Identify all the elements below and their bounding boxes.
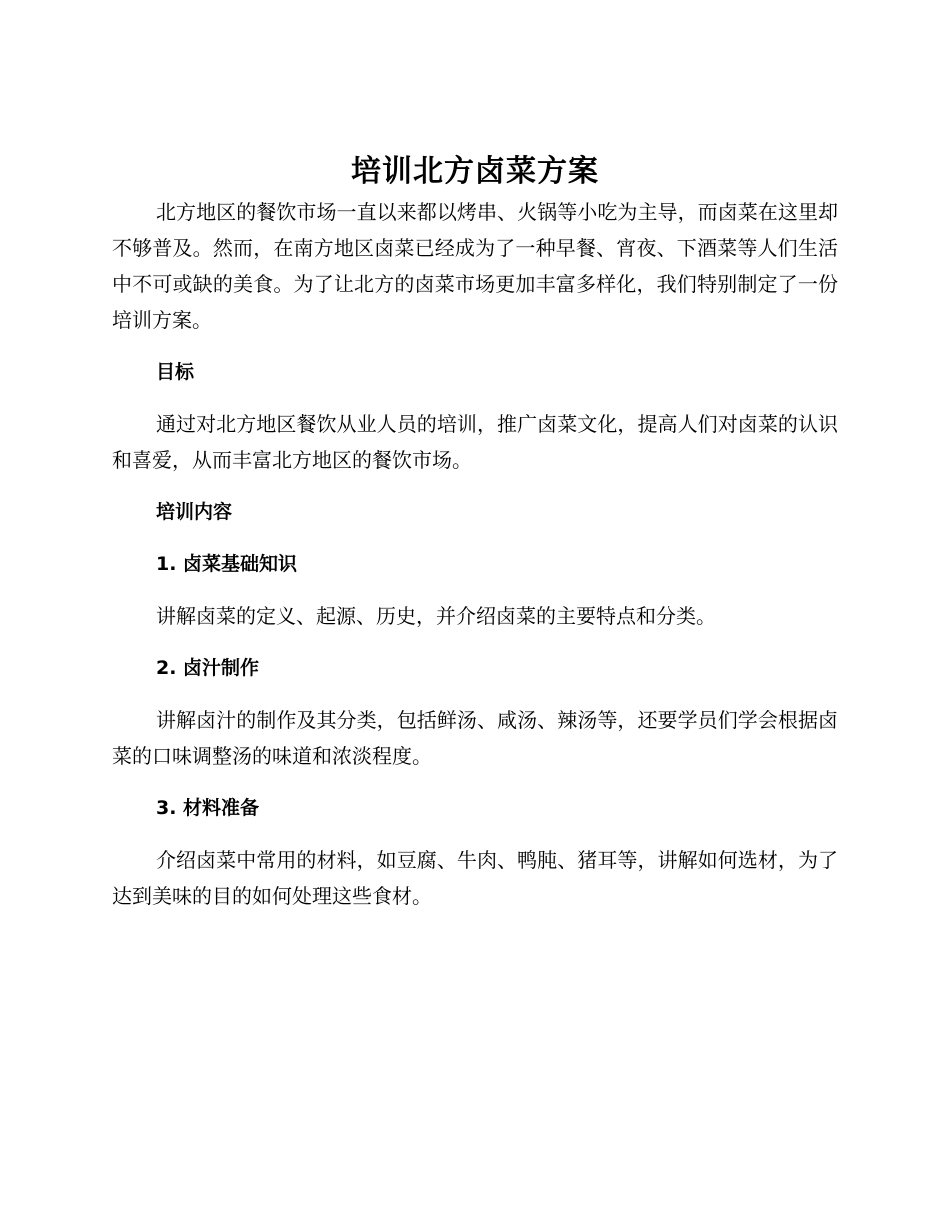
spacer (112, 582, 838, 598)
section-heading-basics: 1. 卤菜基础知识 (156, 553, 298, 575)
document-body (112, 150, 838, 914)
spacer (112, 478, 838, 494)
section-heading-materials: 3. 材料准备 (156, 797, 260, 819)
goal-heading: 目标 (156, 361, 195, 383)
spacer (112, 634, 838, 650)
section-text-basics: 讲解卤菜的定义、起源、历史，并介绍卤菜的主要特点和分类。 (156, 604, 716, 628)
intro-paragraph: 北方地区的餐饮市场一直以来都以烤串、火锅等小吃为主导，而卤菜在这里却不够普及。然而，在南方地区卤菜已经成为了一种早餐、宵夜、下酒菜等人们生活中不可或缺的美食。为了让北方的卤菜市场更加丰富多样化，我们特别制定了一份培训方案。 (112, 200, 838, 332)
spacer (112, 338, 838, 354)
section-text-materials: 介绍卤菜中常用的材料，如豆腐、牛肉、鸭肫、猪耳等，讲解如何选材，为了达到美味的目的如何处理这些食材。 (112, 848, 838, 908)
spacer (112, 686, 838, 702)
content-heading: 培训内容 (156, 501, 233, 523)
section-heading-brine: 2. 卤汁制作 (156, 657, 260, 679)
spacer (112, 826, 838, 842)
goal-paragraph: 通过对北方地区餐饮从业人员的培训，推广卤菜文化，提高人们对卤菜的认识和喜爱，从而丰富北方地区的餐饮市场。 (112, 412, 838, 472)
document-title: 培训北方卤菜方案 (351, 154, 599, 189)
section-text-brine: 讲解卤汁的制作及其分类，包括鲜汤、咸汤、辣汤等，还要学员们学会根据卤菜的口味调整汤的味道和浓淡程度。 (112, 708, 838, 768)
spacer (112, 530, 838, 546)
spacer (112, 390, 838, 406)
spacer (112, 774, 838, 790)
